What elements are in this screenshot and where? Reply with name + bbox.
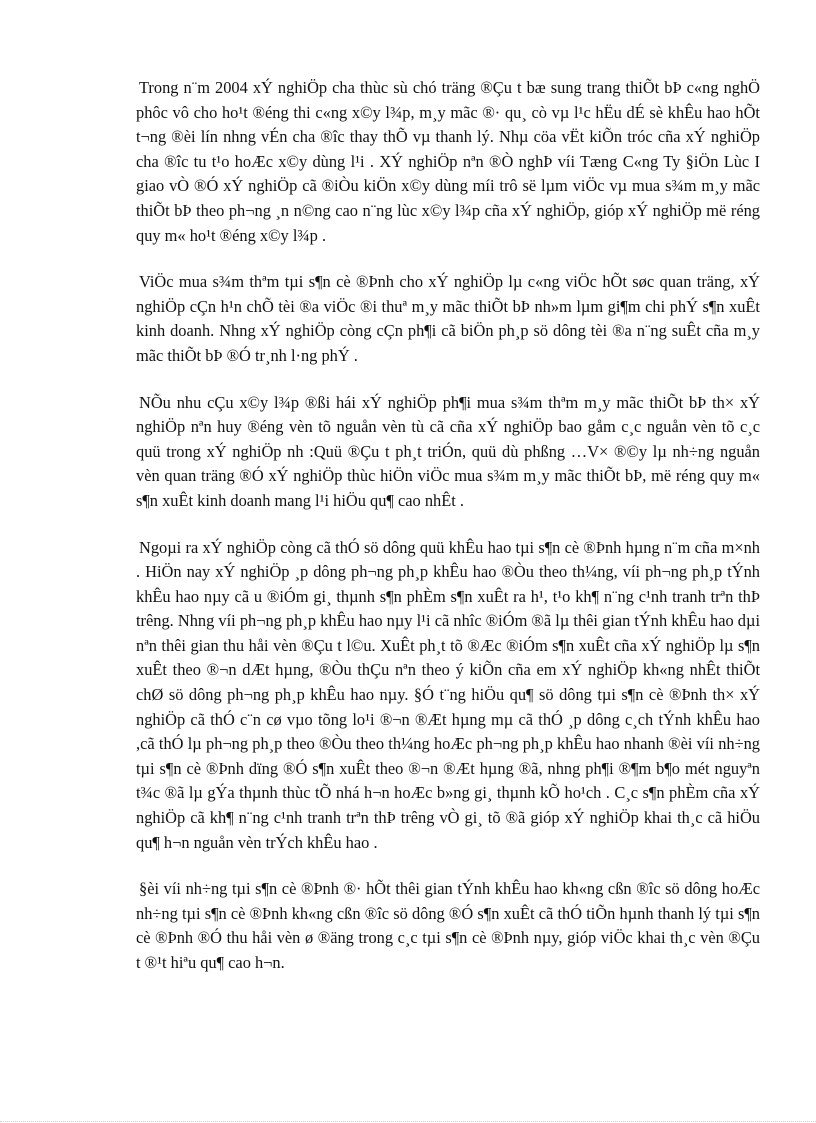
paragraph: §èi víi nh÷ng tµi s¶n cè ®Þnh ®· hÕt thêi gian tÝnh khÊu hao kh«ng cßn ®îc sö dông hoÆc nh÷ng tµi s¶n cè ®Þnh kh«ng cßn ®îc sö dông ®Ó s¶n xuÊt cã thÓ tiÕn hµnh thanh lý tµi s¶n cè ®Þnh ®Ó thu håi vèn ø ®äng trong c¸c tµi s¶n cè ®Þnh nµy, gióp viÖc khai th¸c vèn ®Çu t ®¹t hiªu qu¶ cao h¬n.: [136, 879, 760, 972]
paragraph: Trong n¨m 2004 xÝ nghiÖp cha thùc sù chó träng ®Çu t bæ sung trang thiÕt bÞ c«ng nghÖ phôc vô cho ho¹t ®éng thi c«ng x©y l¾p, m¸y mãc ®· qu¸ cò vµ l¹c hËu dÉ sè khÊu hao hÕt t¬ng ®èi lín nhng vÉn cha ®îc thay thÕ vµ thanh lý. Nhµ cöa vËt kiÕn tróc cña xÝ nghiÖp cha ®îc tu t¹o hoÆc x©y dùng l¹i . XÝ nghiÖp nªn ®Ò nghÞ víi Tæng C«ng Ty §iÖn Lùc I giao vÒ ®Ó xÝ nghiÖp cã ®iÒu kiÖn x©y dùng míi trô së lµm viÖc vµ mua s¾m m¸y mãc thiÕt bÞ theo ph¬ng ¸n n©ng cao n¨ng lùc x©y l¾p cña xÝ nghiÖp, gióp xÝ nghiÖp më réng quy m« ho¹t ®éng x©y l¾p .: [136, 78, 760, 245]
paragraph: Ngoµi ra xÝ nghiÖp còng cã thÓ sö dông quü khÊu hao tµi s¶n cè ®Þnh hµng n¨m cña m×nh . HiÖn nay xÝ nghiÖp ¸p dông ph¬ng ph¸p khÊu hao ®Òu theo th¼ng, víi ph¬ng ph¸p tÝnh khÊu hao nµy cã u ®iÓm gi¸ thµnh s¶n phÈm s¶n xuÊt ra h¹, t¹o kh¶ n¨ng c¹nh tranh trªn thÞ trêng. Nhng víi ph¬ng ph¸p khÊu hao nµy l¹i cã nhîc ®iÓm ®ã lµ thêi gian tÝnh khÊu hao dµi nªn thêi gian thu håi vèn ®Çu t l©u. XuÊt ph¸t tõ ®Æc ®iÓm s¶n xuÊt cña xÝ nghiÖp lµ s¶n xuÊt theo ®¬n dÆt hµng, ®Òu thÇu nªn theo ý kiÕn cña em xÝ nghiÖp kh«ng nhÊt thiÕt chØ sö dông ph¬ng ph¸p khÊu hao nµy. §Ó t¨ng hiÖu qu¶ sö dông tµi s¶n cè ®Þnh th× xÝ nghiÖp cã thÓ c¨n cø vµo tõng lo¹i ®¬n ®Æt hµng mµ cã thÓ ¸p dông c¸ch tÝnh khÊu hao ,cã thÓ lµ ph¬ng ph¸p theo ®Òu theo th¼ng hoÆc ph¬ng ph¸p khÊu hao nhanh ®èi víi nh÷ng tµi s¶n cè ®Þnh dïng ®Ó s¶n xuÊt theo ®¬n ®Æt hµng ®ã, nhng ph¶i ®¶m b¶o mét nguyªn t¾c ®ã lµ gÝa thµnh thùc tÕ nhá h¬n hoÆc b»ng gi¸ thµnh kÕ ho¹ch . C¸c s¶n phÈm cña xÝ nghiÖp cã kh¶ n¨ng c¹nh tranh trªn thÞ trêng vÒ gi¸ tõ ®ã gióp xÝ nghiÖp khai th¸c cã hiÖu qu¶ h¬n nguån vèn trÝch khÊu hao .: [136, 537, 760, 852]
page-bottom-divider: [0, 1121, 816, 1122]
document-body: [136, 76, 760, 998]
paragraph: ViÖc mua s¾m thªm tµi s¶n cè ®Þnh cho xÝ nghiÖp lµ c«ng viÖc hÕt søc quan träng, xÝ nghiÖp cÇn h¹n chÕ tèi ®a viÖc ®i thuª m¸y mãc thiÕt bÞ nh»m lµm gi¶m chi phÝ s¶n xuÊt kinh doanh. Nhng xÝ nghiÖp còng cÇn ph¶i cã biÖn ph¸p sö dông tèi ®a n¨ng suÊt cña m¸y mãc thiÕt bÞ ®Ó tr¸nh l·ng phÝ .: [136, 272, 760, 365]
paragraph: NÕu nhu cÇu x©y l¾p ®ßi hái xÝ nghiÖp ph¶i mua s¾m thªm m¸y mãc thiÕt bÞ th× xÝ nghiÖp nªn huy ®éng vèn tõ nguån vèn tù cã cña xÝ nghiÖp bao gåm c¸c nguån vèn tõ c¸c quü trong xÝ nghiÖp nh :Quü ®Çu t ph¸t triÓn, quü dù phßng …V× ®©y lµ nh÷ng nguån vèn quan träng ®Ó xÝ nghiÖp thùc hiÖn viÖc mua s¾m m¸y mãc thiÕt bÞ, më réng quy m« s¶n xuÊt kinh doanh mang l¹i hiÖu qu¶ cao nhÊt .: [136, 392, 760, 510]
